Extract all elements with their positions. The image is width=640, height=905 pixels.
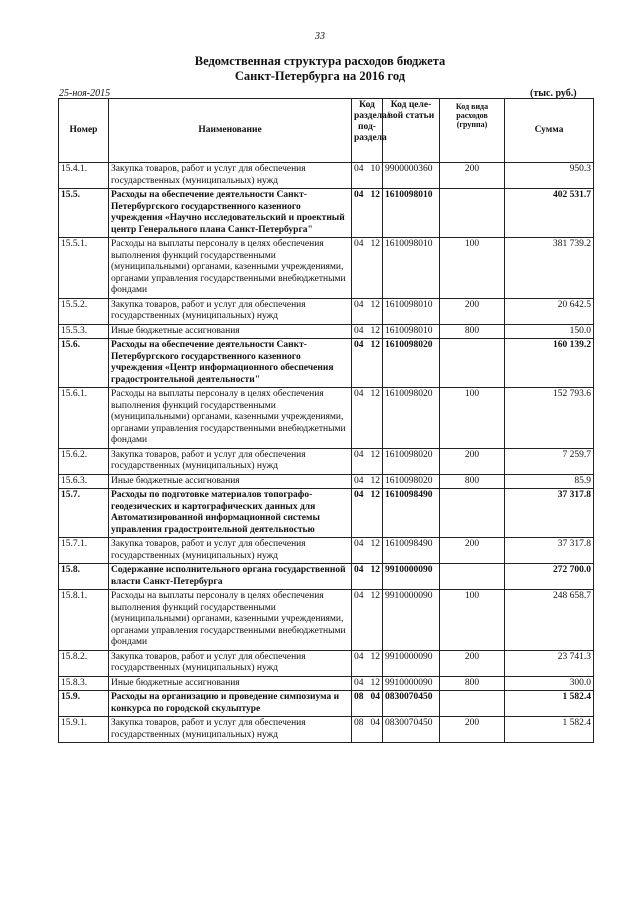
row-subsection: 04 (367, 691, 383, 717)
row-expense-code: 800 (440, 676, 505, 691)
row-target-code: 1610098490 (383, 538, 440, 564)
row-section: 04 (352, 676, 367, 691)
table-row (59, 590, 594, 651)
header-sum: Сумма (505, 99, 594, 163)
row-number: 15.6.3. (59, 474, 109, 489)
row-name: Расходы по подготовке материалов топографо-геодезических и картографических данных для Автоматизированной информационной системы управления градостроительной деятельностью (109, 489, 352, 538)
row-number: 15.9. (59, 691, 109, 717)
table-row (59, 489, 594, 538)
row-target-code: 1610098010 (383, 189, 440, 238)
table-row (59, 650, 594, 676)
row-subsection: 12 (367, 650, 383, 676)
row-subsection: 12 (367, 564, 383, 590)
row-name: Закупка товаров, работ и услуг для обеспечения государственных (муниципальных) нужд (109, 717, 352, 743)
row-expense-code (440, 489, 505, 538)
row-expense-code: 200 (440, 298, 505, 324)
table-row (59, 691, 594, 717)
row-number: 15.5.3. (59, 324, 109, 339)
row-target-code: 9900000360 (383, 163, 440, 189)
row-number: 15.6.1. (59, 388, 109, 449)
table-row (59, 163, 594, 189)
row-sum: 272 700.0 (505, 564, 594, 590)
document-date: 25-ноя-2015 (59, 88, 111, 99)
table-row (59, 298, 594, 324)
table-row (59, 448, 594, 474)
table-row (59, 717, 594, 743)
row-number: 15.8.2. (59, 650, 109, 676)
row-section: 04 (352, 388, 367, 449)
row-section: 04 (352, 474, 367, 489)
table-row (59, 676, 594, 691)
row-number: 15.5. (59, 189, 109, 238)
row-name: Иные бюджетные ассигнования (109, 324, 352, 339)
row-section: 04 (352, 163, 367, 189)
row-name: Закупка товаров, работ и услуг для обеспечения государственных (муниципальных) нужд (109, 650, 352, 676)
page-number: 33 (315, 31, 325, 42)
row-sum: 20 642.5 (505, 298, 594, 324)
row-sum: 402 531.7 (505, 189, 594, 238)
row-expense-code: 200 (440, 717, 505, 743)
row-name: Закупка товаров, работ и услуг для обеспечения государственных (муниципальных) нужд (109, 298, 352, 324)
row-name: Расходы на обеспечение деятельности Санкт-Петербургского государственного казенного учреждения «Центр информационного обеспечения градостроительной деятельности" (109, 339, 352, 388)
units-label: (тыс. руб.) (530, 88, 577, 99)
row-section: 04 (352, 489, 367, 538)
row-sum: 37 317.8 (505, 489, 594, 538)
row-expense-code: 200 (440, 650, 505, 676)
row-target-code: 1610098020 (383, 339, 440, 388)
row-sum: 950.3 (505, 163, 594, 189)
row-sum: 152 793.6 (505, 388, 594, 449)
row-number: 15.7.1. (59, 538, 109, 564)
row-subsection: 12 (367, 676, 383, 691)
row-section: 04 (352, 564, 367, 590)
row-number: 15.8.1. (59, 590, 109, 651)
row-subsection: 12 (367, 474, 383, 489)
row-number: 15.5.1. (59, 238, 109, 299)
row-section: 04 (352, 339, 367, 388)
row-section: 08 (352, 691, 367, 717)
row-section: 04 (352, 324, 367, 339)
table-row (59, 388, 594, 449)
row-subsection: 12 (367, 339, 383, 388)
row-expense-code: 100 (440, 590, 505, 651)
row-sum: 381 739.2 (505, 238, 594, 299)
row-name: Иные бюджетные ассигнования (109, 676, 352, 691)
header-number: Номер (59, 99, 109, 163)
row-number: 15.6.2. (59, 448, 109, 474)
row-target-code: 9910000090 (383, 564, 440, 590)
row-name: Расходы на организацию и проведение симпозиума и конкурса по городской скульптуре (109, 691, 352, 717)
row-expense-code (440, 564, 505, 590)
table-row (59, 564, 594, 590)
row-target-code: 1610098020 (383, 474, 440, 489)
row-sum: 1 582.4 (505, 691, 594, 717)
row-target-code: 1610098490 (383, 489, 440, 538)
row-sum: 1 582.4 (505, 717, 594, 743)
title-line-2: Санкт-Петербурга на 2016 год (234, 69, 406, 83)
row-target-code: 9910000090 (383, 676, 440, 691)
row-sum: 150.0 (505, 324, 594, 339)
row-target-code: 1610098020 (383, 448, 440, 474)
row-name: Иные бюджетные ассигнования (109, 474, 352, 489)
row-expense-code (440, 339, 505, 388)
row-number: 15.8. (59, 564, 109, 590)
title-line-1: Ведомственная структура расходов бюджета (194, 54, 446, 68)
header-expense: Код вида расходов (группа) (440, 99, 505, 163)
row-subsection: 12 (367, 324, 383, 339)
row-section: 08 (352, 717, 367, 743)
row-section: 04 (352, 298, 367, 324)
row-section: 04 (352, 650, 367, 676)
row-target-code: 1610098020 (383, 388, 440, 449)
row-expense-code: 200 (440, 163, 505, 189)
table-row (59, 538, 594, 564)
row-sum: 37 317.8 (505, 538, 594, 564)
table-row (59, 238, 594, 299)
row-sum: 300.0 (505, 676, 594, 691)
row-subsection: 12 (367, 189, 383, 238)
table-header-row (59, 99, 594, 163)
row-name: Содержание исполнительного органа государственной власти Санкт-Петербурга (109, 564, 352, 590)
header-target: Код целе- вой статьи (383, 99, 440, 163)
row-target-code: 9910000090 (383, 590, 440, 651)
row-name: Закупка товаров, работ и услуг для обеспечения государственных (муниципальных) нужд (109, 448, 352, 474)
row-target-code: 0830070450 (383, 717, 440, 743)
row-subsection: 12 (367, 298, 383, 324)
table-row (59, 324, 594, 339)
row-sum: 85.9 (505, 474, 594, 489)
row-target-code: 1610098010 (383, 238, 440, 299)
row-expense-code: 200 (440, 448, 505, 474)
row-name: Закупка товаров, работ и услуг для обеспечения государственных (муниципальных) нужд (109, 163, 352, 189)
row-expense-code: 800 (440, 474, 505, 489)
row-sum: 248 658.7 (505, 590, 594, 651)
row-target-code: 1610098010 (383, 324, 440, 339)
row-sum: 23 741.3 (505, 650, 594, 676)
row-number: 15.7. (59, 489, 109, 538)
row-subsection: 12 (367, 448, 383, 474)
row-name: Закупка товаров, работ и услуг для обеспечения государственных (муниципальных) нужд (109, 538, 352, 564)
row-section: 04 (352, 448, 367, 474)
row-target-code: 0830070450 (383, 691, 440, 717)
header-section: Код раздела/ под- раздела (352, 99, 383, 163)
row-subsection: 04 (367, 717, 383, 743)
row-expense-code: 200 (440, 538, 505, 564)
row-number: 15.4.1. (59, 163, 109, 189)
header-name: Наименование (109, 99, 352, 163)
row-expense-code (440, 691, 505, 717)
row-name: Расходы на выплаты персоналу в целях обеспечения выполнения функций государственными (муниципальными) органами, казенными учреждениями, органами управления государственными внебюджетными фондами (109, 590, 352, 651)
row-section: 04 (352, 238, 367, 299)
row-name: Расходы на выплаты персоналу в целях обеспечения выполнения функций государственными (муниципальными) органами, казенными учреждениями, органами управления государственными внебюджетными фондами (109, 388, 352, 449)
row-subsection: 12 (367, 388, 383, 449)
row-name: Расходы на выплаты персоналу в целях обеспечения выполнения функций государственными (муниципальными) органами, казенными учреждениями, органами управления государственными внебюджетными фондами (109, 238, 352, 299)
document-title (0, 54, 640, 84)
row-number: 15.8.3. (59, 676, 109, 691)
row-target-code: 9910000090 (383, 650, 440, 676)
row-subsection: 12 (367, 489, 383, 538)
row-subsection: 12 (367, 238, 383, 299)
row-subsection: 12 (367, 538, 383, 564)
row-section: 04 (352, 538, 367, 564)
row-expense-code (440, 189, 505, 238)
row-number: 15.5.2. (59, 298, 109, 324)
row-section: 04 (352, 189, 367, 238)
row-number: 15.9.1. (59, 717, 109, 743)
row-subsection: 10 (367, 163, 383, 189)
row-expense-code: 800 (440, 324, 505, 339)
table-row (59, 189, 594, 238)
row-sum: 160 139.2 (505, 339, 594, 388)
table-row (59, 339, 594, 388)
row-name: Расходы на обеспечение деятельности Санкт-Петербургского государственного казенного учреждения «Научно исследовательский и проектный центр Генерального плана Санкт-Петербурга" (109, 189, 352, 238)
row-subsection: 12 (367, 590, 383, 651)
row-expense-code: 100 (440, 238, 505, 299)
row-section: 04 (352, 590, 367, 651)
table-row (59, 474, 594, 489)
row-number: 15.6. (59, 339, 109, 388)
row-sum: 7 259.7 (505, 448, 594, 474)
row-target-code: 1610098010 (383, 298, 440, 324)
budget-table (58, 98, 594, 743)
row-expense-code: 100 (440, 388, 505, 449)
